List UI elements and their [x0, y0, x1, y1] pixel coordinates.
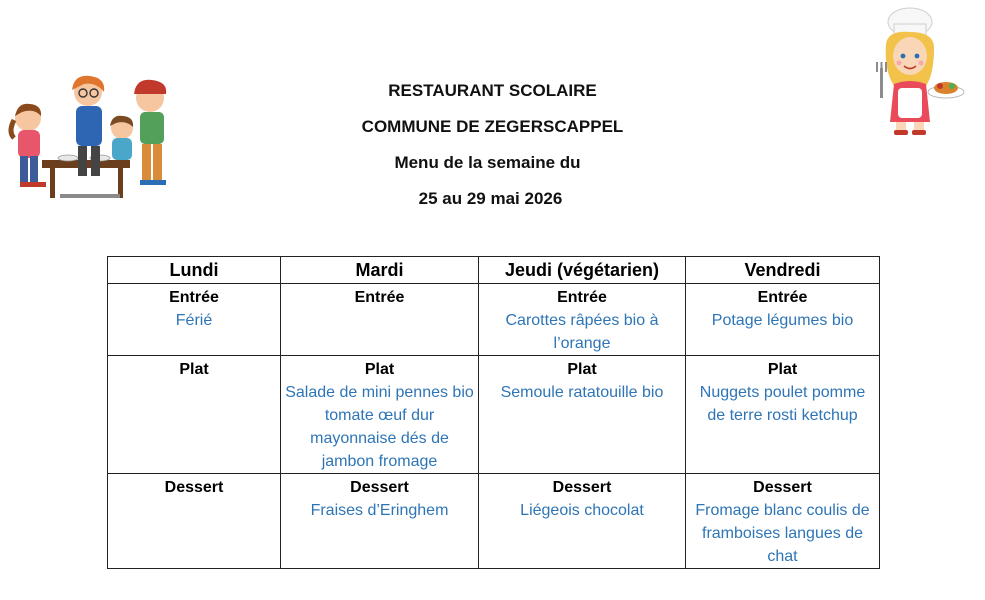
course-label: Entrée — [757, 289, 808, 306]
menu-cell — [108, 474, 281, 569]
menu-row-main — [108, 356, 880, 474]
course-label: Dessert — [350, 479, 409, 496]
title-restaurant: RESTAURANT SCOLAIRE — [388, 81, 597, 100]
menu-cell — [686, 474, 880, 569]
menu-cell — [281, 284, 479, 356]
title-week-dates: 25 au 29 mai 2026 — [418, 189, 563, 208]
course-label: Dessert — [164, 479, 224, 496]
menu-header-row — [108, 257, 880, 284]
dish-text: Semoule ratatouille bio — [500, 384, 664, 401]
course-label: Dessert — [552, 479, 612, 496]
menu-cell — [281, 356, 479, 474]
dish-text: Salade de mini pennes bio tomate œuf dur mayonnaise dés de jambon fromage — [285, 384, 474, 470]
menu-row-starter — [108, 284, 880, 356]
dish-text: Potage légumes bio — [711, 312, 854, 329]
course-label: Plat — [179, 361, 209, 378]
dish-text: Liégeois chocolat — [520, 502, 644, 519]
day-header-tuesday: Mardi — [281, 257, 479, 284]
course-label: Plat — [364, 361, 395, 378]
menu-table — [107, 256, 880, 569]
dish-text: Fraises d’Eringhem — [310, 502, 449, 519]
menu-cell — [108, 284, 281, 356]
title-week-intro: Menu de la semaine du — [394, 153, 581, 172]
course-label: Entrée — [354, 289, 405, 306]
menu-cell — [108, 356, 281, 474]
menu-cell — [686, 284, 880, 356]
day-header-thursday: Jeudi (végétarien) — [479, 257, 686, 284]
course-label: Plat — [567, 361, 597, 378]
course-label: Entrée — [169, 289, 219, 306]
menu-cell — [479, 474, 686, 569]
menu-cell — [686, 356, 880, 474]
menu-cell — [479, 284, 686, 356]
dish-text: Nuggets poulet pomme de terre rosti ketchup — [699, 384, 866, 424]
menu-cell — [281, 474, 479, 569]
dish-text: Férié — [175, 312, 213, 329]
day-header-friday: Vendredi — [686, 257, 880, 284]
dish-text: Carottes râpées bio à l’orange — [505, 312, 659, 352]
menu-cell — [479, 356, 686, 474]
menu-row-dessert — [108, 474, 880, 569]
title-commune: COMMUNE DE ZEGERSCAPPEL — [361, 117, 624, 136]
course-label: Plat — [767, 361, 798, 378]
course-label: Dessert — [753, 479, 812, 496]
dish-text: Fromage blanc coulis de framboises langues de chat — [695, 502, 870, 565]
course-label: Entrée — [557, 289, 607, 306]
header — [0, 76, 985, 220]
day-header-monday: Lundi — [108, 257, 281, 284]
